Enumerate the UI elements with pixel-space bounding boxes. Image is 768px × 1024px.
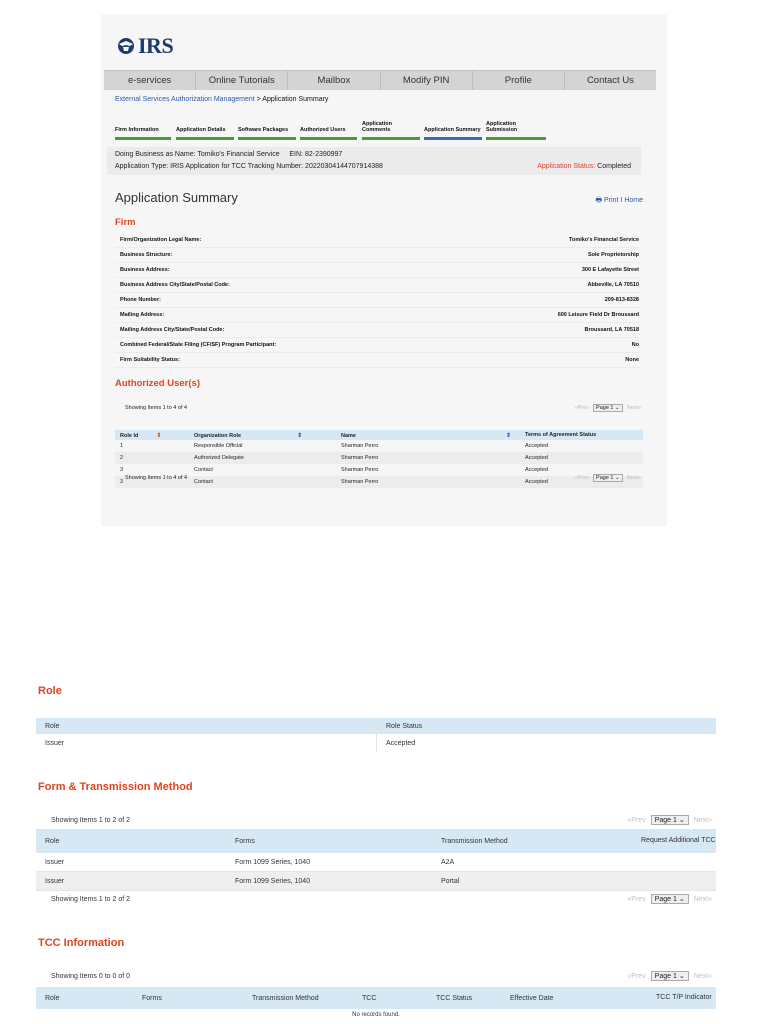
step-application-details[interactable]: Application Details	[176, 127, 234, 140]
firm-row	[115, 263, 641, 278]
next-link[interactable]: Next»	[693, 816, 712, 824]
tcc-pager	[627, 971, 712, 981]
page-select-value: Page 1	[596, 405, 614, 411]
application-summary-panel	[101, 14, 667, 526]
au-showing-bottom: Showing Items 1 to 4 of 4	[125, 475, 188, 481]
prev-link[interactable]: «Prev	[574, 475, 590, 481]
next-link[interactable]: Next»	[693, 895, 712, 903]
col-name[interactable]	[341, 432, 525, 439]
cell-role: Issuer	[45, 877, 65, 885]
firm-row-value: Tomiko's Financial Service	[569, 237, 639, 243]
info-row-app-type	[115, 163, 383, 170]
step-application-comments[interactable]: Application Comments	[362, 121, 420, 140]
col-forms: Forms	[142, 994, 162, 1002]
firm-row	[115, 233, 641, 248]
firm-row	[115, 338, 641, 353]
col-org-role[interactable]	[194, 432, 341, 439]
ft-showing-top: Showing Items 1 to 2 of 2	[51, 817, 130, 824]
firm-row	[115, 323, 641, 338]
step-authorized-users[interactable]: Authorized Users	[300, 127, 357, 140]
col-effective-date: Effective Date	[510, 994, 554, 1002]
cell-role: Issuer	[36, 734, 377, 752]
breadcrumb	[115, 96, 328, 103]
cell-terms-status: Accepted	[525, 467, 548, 473]
page-title: Application Summary	[115, 190, 238, 205]
irs-logo[interactable]	[116, 33, 173, 59]
cell-org-role: Responsible Official	[194, 443, 243, 449]
firm-row-label: Mailing Address:	[120, 312, 165, 318]
cell-forms: Form 1099 Series, 1040	[235, 858, 311, 866]
form-transmission-table	[36, 829, 716, 891]
step-firm-information[interactable]: Firm Information	[115, 127, 171, 140]
firm-row	[115, 293, 641, 308]
page-select-value: Page 1	[596, 475, 614, 481]
dba-label: Doing Business as Name:	[115, 151, 196, 158]
table-row	[115, 440, 643, 452]
prev-link[interactable]: «Prev	[574, 405, 590, 411]
firm-row-value: Sole Proprietorship	[587, 252, 639, 258]
ft-pager-top	[627, 815, 712, 825]
table-header	[36, 987, 716, 1009]
ein-label: EIN:	[289, 151, 303, 158]
firm-row-value: No	[631, 342, 639, 348]
col-name-label: Name	[341, 432, 356, 439]
prev-link[interactable]: «Prev	[627, 816, 646, 824]
firm-heading: Firm	[115, 217, 136, 228]
page-select[interactable]: Page 1 ⌄	[651, 971, 689, 981]
table-row	[115, 476, 643, 488]
table-row	[36, 853, 716, 872]
page-select[interactable]: Page 1 ⌄	[651, 894, 689, 904]
cell-role-status: Accepted	[386, 739, 416, 747]
page-select-value: Page 1	[654, 973, 677, 980]
col-tcc: TCC	[362, 994, 377, 1002]
cell-role-id: 3	[120, 479, 124, 485]
page-select-value: Page 1	[654, 817, 677, 824]
col-tcc-tp-indicator: TCC T/P Indicator	[656, 994, 712, 1001]
firm-row-label: Business Address City/State/Postal Code:	[120, 282, 230, 288]
eagle-icon	[116, 36, 136, 56]
tracking-value: 20220304144707914388	[305, 163, 383, 170]
tcc-showing: Showing Items 0 to 0 of 0	[51, 973, 130, 980]
firm-details-table	[115, 233, 641, 368]
step-application-summary[interactable]: Application Summary	[424, 127, 482, 140]
next-link[interactable]: Next»	[693, 972, 712, 980]
application-info-bar	[107, 147, 641, 175]
sort-icon[interactable]: ⇕	[505, 432, 512, 439]
cell-org-role: Contact	[194, 479, 213, 485]
status-value: Completed	[597, 163, 631, 170]
cell-role-id: 1	[120, 443, 124, 449]
sort-icon[interactable]: ⇕	[297, 432, 303, 439]
next-link[interactable]: Next»	[626, 405, 641, 411]
firm-row-label: Business Structure:	[120, 252, 173, 258]
firm-row-value: 300 E Lafayette Street	[581, 267, 639, 273]
col-transmission-method: Transmission Method	[252, 994, 319, 1002]
cell-terms-status: Accepted	[525, 443, 548, 449]
firm-row-value: 600 Leisure Field Dr Broussard	[557, 312, 639, 318]
role-table	[36, 718, 716, 752]
prev-link[interactable]: «Prev	[627, 895, 646, 903]
cell-name: Sharman Perro	[341, 455, 379, 461]
col-role-id-label: Role Id	[120, 432, 139, 439]
irs-logo-text: IRS	[138, 33, 174, 58]
nav-mailbox[interactable]: Mailbox	[288, 71, 380, 90]
col-forms: Forms	[235, 837, 255, 845]
col-role: Role	[45, 837, 60, 845]
authorized-users-heading: Authorized User(s)	[115, 378, 200, 389]
col-role-id[interactable]	[115, 432, 194, 439]
cell-org-role: Authorized Delegate	[194, 455, 244, 461]
table-row	[36, 734, 716, 752]
col-org-role-label: Organization Role	[194, 432, 242, 439]
nav-modify-pin[interactable]: Modify PIN	[381, 71, 473, 90]
au-pager-bottom	[575, 474, 641, 482]
print-home-links	[595, 196, 643, 207]
col-request-additional-tcc: Request Additional TCC	[641, 837, 716, 844]
dba-value: Tomiko's Financial Service	[197, 151, 280, 158]
firm-row-label: Firm Suitability Status:	[120, 357, 180, 363]
print-link[interactable]: Print	[604, 197, 619, 204]
cell-name: Sharman Perro	[341, 479, 379, 485]
empty-table-message: No records found.	[352, 1012, 400, 1018]
page-select[interactable]: Page 1 ⌄	[593, 404, 623, 412]
cell-role-id: 3	[120, 467, 124, 473]
progress-steps	[115, 118, 555, 140]
col-role-status: Role Status	[386, 722, 423, 730]
ft-showing-bottom: Showing Items 1 to 2 of 2	[51, 896, 130, 903]
role-heading: Role	[38, 685, 62, 697]
breadcrumb-current: Application Summary	[262, 96, 329, 103]
cell-name: Sharman Perro	[341, 443, 379, 449]
nav-profile[interactable]: Profile	[473, 71, 565, 90]
breadcrumb-separator: >	[256, 96, 261, 103]
step-application-submission[interactable]: Application Submission	[486, 121, 546, 140]
status-label: Application Status:	[537, 163, 596, 170]
step-software-packages[interactable]: Software Packages	[238, 127, 296, 140]
cell-role-id: 2	[120, 455, 124, 461]
form-transmission-heading: Form & Transmission Method	[38, 781, 193, 793]
cell-org-role: Contact	[194, 467, 213, 473]
firm-row	[115, 353, 641, 368]
home-link[interactable]: Home	[624, 197, 643, 204]
firm-row-label: Phone Number:	[120, 297, 161, 303]
authorized-users-table	[115, 430, 643, 488]
firm-row-label: Business Address:	[120, 267, 170, 273]
tcc-information-heading: TCC Information	[38, 937, 125, 949]
ft-pager-bottom	[627, 894, 712, 904]
app-type-value: IRIS Application for TCC	[170, 163, 246, 170]
table-header	[115, 430, 643, 440]
page-select[interactable]: Page 1 ⌄	[593, 474, 623, 482]
cell-role: Issuer	[45, 858, 65, 866]
table-row	[115, 464, 643, 476]
firm-row-label: Firm/Organization Legal Name:	[120, 237, 202, 243]
col-tcc-status: TCC Status	[436, 994, 473, 1002]
nav-e-services[interactable]: e-services	[104, 71, 196, 90]
page-select[interactable]: Page 1 ⌄	[651, 815, 689, 825]
page-select-value: Page 1	[654, 896, 677, 903]
tracking-label: Tracking Number:	[247, 163, 304, 170]
ein-value: 82-2390997	[304, 151, 343, 158]
link-separator: I	[620, 197, 623, 204]
firm-row-value: Abbeville, LA 70510	[587, 282, 639, 288]
firm-row-value: None	[625, 357, 639, 363]
app-type-label: Application Type:	[115, 163, 169, 170]
main-nav	[104, 70, 656, 90]
firm-row-value: 209-813-8328	[604, 297, 639, 303]
sort-icon[interactable]: ⇕	[156, 432, 162, 439]
cell-terms-status: Accepted	[525, 455, 548, 461]
table-row	[36, 872, 716, 891]
cell-transmission-method: Portal	[441, 877, 460, 885]
cell-transmission-method: A2A	[441, 858, 455, 866]
application-detail-panel	[24, 676, 736, 1024]
cell-name: Sharman Perro	[341, 467, 379, 473]
print-icon[interactable]: 🖶	[595, 197, 603, 204]
cell-forms: Form 1099 Series, 1040	[235, 877, 311, 885]
firm-row	[115, 278, 641, 293]
col-terms-status[interactable]: Terms of Agreement Status	[525, 432, 597, 438]
breadcrumb-link[interactable]: External Services Authorization Management	[115, 96, 255, 103]
firm-row	[115, 308, 641, 323]
application-status	[537, 163, 631, 170]
table-header	[36, 829, 716, 853]
prev-link[interactable]: «Prev	[627, 972, 646, 980]
table-row	[115, 452, 643, 464]
au-showing-top: Showing Items 1 to 4 of 4	[125, 405, 188, 411]
cell-terms-status: Accepted	[525, 479, 548, 485]
col-role: Role	[45, 994, 60, 1002]
table-header	[36, 718, 716, 734]
au-pager-top	[575, 404, 641, 412]
col-transmission-method: Transmission Method	[441, 837, 508, 845]
nav-online-tutorials[interactable]: Online Tutorials	[196, 71, 288, 90]
info-row-dba	[115, 151, 342, 158]
firm-row-value: Broussard, LA 70518	[584, 327, 639, 333]
firm-row	[115, 248, 641, 263]
tcc-information-table	[36, 987, 716, 1018]
firm-row-label: Combined Federal/State Filing (CF/SF) Program Participant:	[120, 342, 277, 348]
col-role: Role	[36, 718, 377, 734]
next-link[interactable]: Next»	[626, 475, 641, 481]
nav-contact-us[interactable]: Contact Us	[586, 75, 634, 86]
firm-row-label: Mailing Address City/State/Postal Code:	[120, 327, 225, 333]
